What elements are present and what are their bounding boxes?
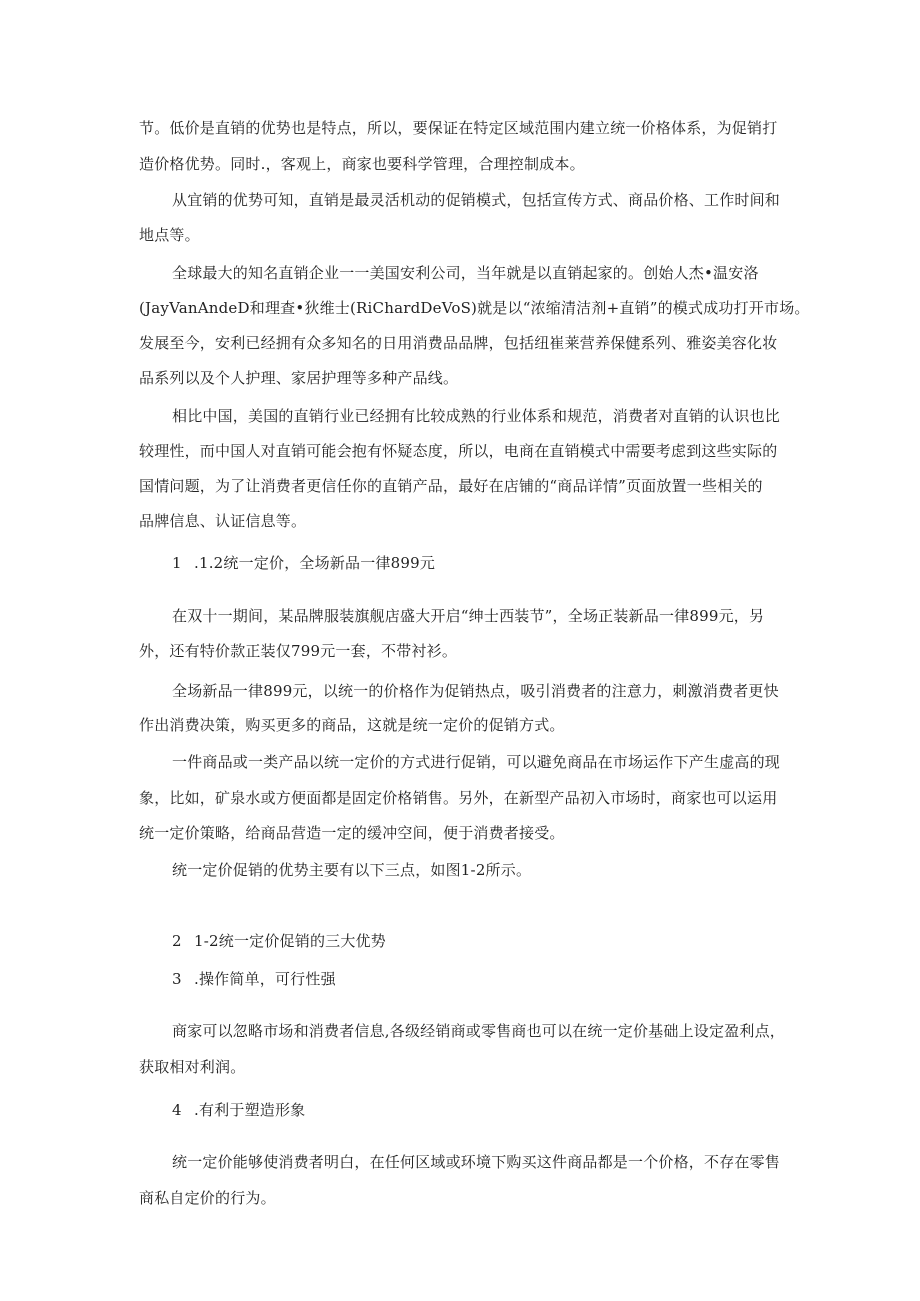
paragraph-line: 品牌信息、认证信息等。 xyxy=(139,512,307,530)
paragraph-line: 发展至今，安利已经拥有众多知名的日用消费品品牌，包括纽崔莱营养保健系列、雅姿美容化妆 xyxy=(139,334,778,352)
paragraph-line: 外，还有特价款正装仅799元一套，不带衬衫。 xyxy=(139,642,458,660)
paragraph-line: 品系列以及个人护理、家居护理等多种产品线。 xyxy=(139,369,459,387)
paragraph-line: 一件商品或一类产品以统一定价的方式进行促销，可以避免商品在市场运作下产生虚高的现 xyxy=(172,753,781,771)
heading-text: .操作简单，可行性强 xyxy=(194,970,336,988)
heading-number: 1 xyxy=(172,554,182,572)
paragraph-line: (JayVanAndeD和理查•狄维士(RiChardDeVoS)就是以“浓缩清洁剂+直销”的模式成功打开市场。 xyxy=(139,299,810,317)
heading-text: .1.2统一定价，全场新品一律899元 xyxy=(194,554,436,572)
heading-number: 4 xyxy=(172,1101,182,1119)
heading-text: 1-2统一定价促销的三大优势 xyxy=(194,932,386,950)
section-heading xyxy=(172,554,435,572)
paragraph-line: 在双十一期间，某品牌服装旗舰店盛大开启“绅士西装节”，全场正装新品一律899元，另 xyxy=(172,607,765,625)
heading-text: .有利于塑造形象 xyxy=(194,1101,306,1119)
paragraph-line: 从宜销的优势可知，直销是最灵活机动的促销模式，包括宣传方式、商品价格、工作时间和 xyxy=(172,191,781,209)
figure-caption xyxy=(172,932,386,950)
paragraph-line: 作出消费决策，购买更多的商品，这就是统一定价的促销方式。 xyxy=(139,716,565,734)
paragraph-line: 全球最大的知名直销企业一一美国安利公司，当年就是以直销起家的。创始人杰•温安洛 xyxy=(172,264,759,282)
paragraph-line: 统一定价能够使消费者明白，在任何区域或环境下购买这件商品都是一个价格，不存在零售 xyxy=(172,1153,781,1171)
section-heading xyxy=(172,970,336,988)
paragraph-line: 地点等。 xyxy=(139,226,200,244)
paragraph-line: 较理性，而中国人对直销可能会抱有怀疑态度，所以，电商在直销模式中需要考虑到这些实际的 xyxy=(139,442,778,460)
heading-number: 2 xyxy=(172,932,182,950)
paragraph-line: 获取相对利润。 xyxy=(139,1058,246,1076)
paragraph-line: 统一定价策略，给商品营造一定的缓冲空间，便于消费者接受。 xyxy=(139,824,565,842)
paragraph-line: 全场新品一律899元，以统一的价格作为促销热点，吸引消费者的注意力，刺激消费者更快 xyxy=(172,682,779,700)
paragraph-line: 象，比如，矿泉水或方便面都是固定价格销售。另外，在新型产品初入市场时，商家也可以运用 xyxy=(139,789,778,807)
paragraph-line: 国情问题，为了让消费者更信任你的直销产品，最好在店铺的“商品详情”页面放置一些相关的 xyxy=(139,477,763,495)
heading-number: 3 xyxy=(172,970,182,988)
paragraph-line: 统一定价促销的优势主要有以下三点，如图1-2所示。 xyxy=(172,861,532,879)
paragraph-line: 商家可以忽略市场和消费者信息,各级经销商或零售商也可以在统一定价基础上设定盈利点， xyxy=(172,1022,785,1040)
paragraph-line: 造价格优势。同时.，客观上，商家也要科学管理，合理控制成本。 xyxy=(139,155,585,173)
paragraph-line: 节。低价是直销的优势也是特点，所以，要保证在特定区域范围内建立统一价格体系，为促销打 xyxy=(139,119,778,137)
paragraph-line: 商私自定价的行为。 xyxy=(139,1189,276,1207)
paragraph-line: 相比中国，美国的直销行业已经拥有比较成熟的行业体系和规范，消费者对直销的认识也比 xyxy=(172,407,781,425)
section-heading xyxy=(172,1101,305,1119)
